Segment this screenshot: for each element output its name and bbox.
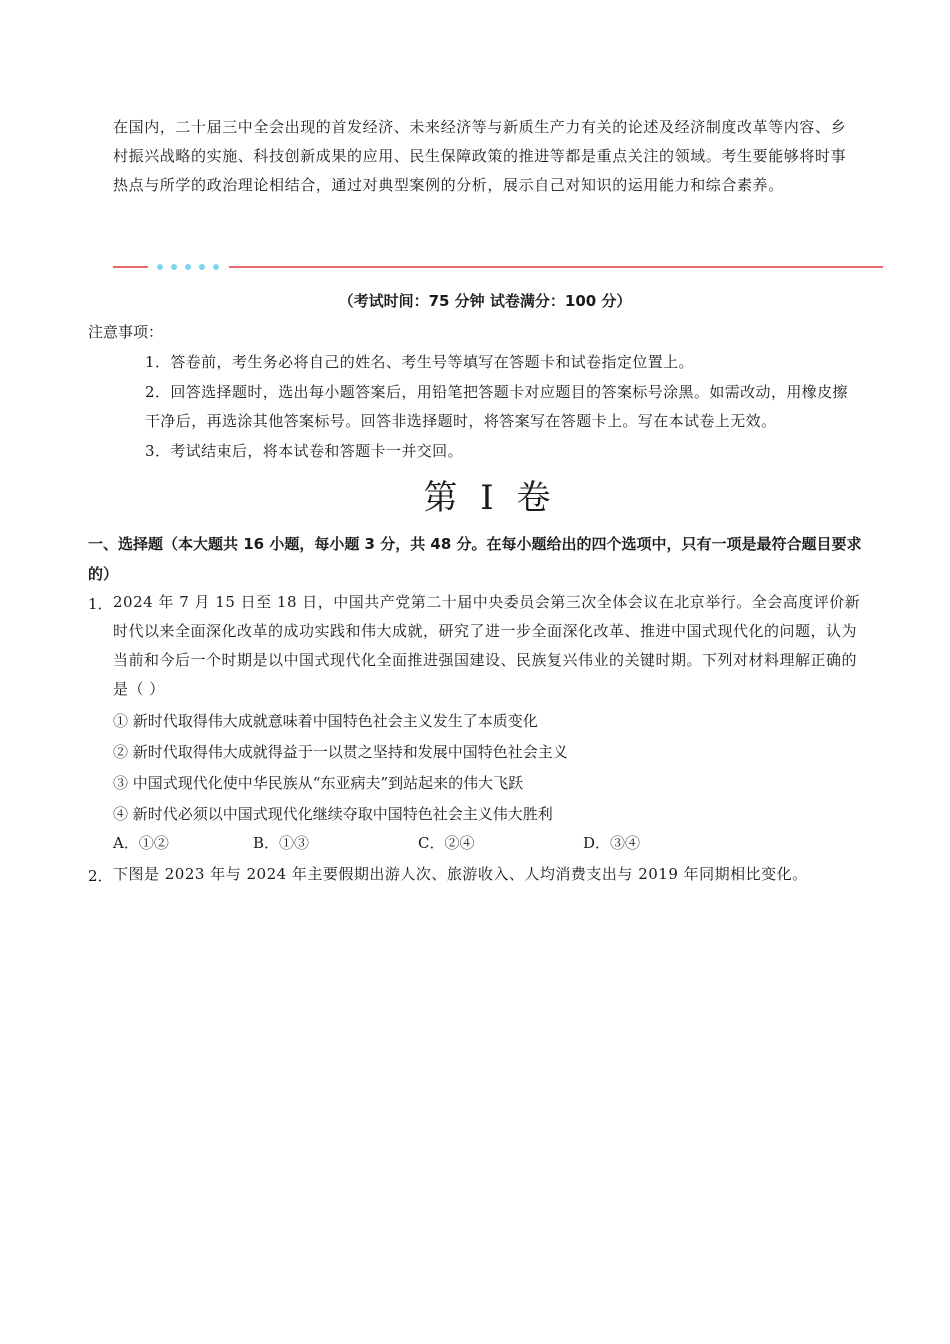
notice-item-3 <box>113 437 863 466</box>
notice-item-text: 2．回答选择题时，选出每小题答案后，用铅笔把答题卡对应题目的答案标号涂黑。如需改动，用橡皮擦干净后，再选涂其他答案标号。回答非选择题时，将答案写在答题卡上。写在本试卷上无效。 <box>145 383 848 430</box>
question-2-text: 下图是 2023 年与 2024 年主要假期出游人次、旅游收入、人均消费支出与 2019 年同期相比变化。 <box>113 865 808 883</box>
question-2-number: 2． <box>88 867 113 885</box>
question-1-statement-1: ① 新时代取得伟大成就意味着中国特色社会主义发生了本质变化 <box>113 712 538 730</box>
question-1-statement-3: ③ 中国式现代化使中华民族从“东亚病夫”到站起来的伟大飞跃 <box>113 774 524 792</box>
choice-b[interactable]: B．①③ <box>253 834 310 852</box>
choice-d[interactable]: D．③④ <box>583 834 641 852</box>
divider-dot <box>171 264 177 270</box>
notice-item-text: 1．答卷前，考生务必将自己的姓名、考生号等填写在答题卡和试卷指定位置上。 <box>145 353 694 371</box>
question-1-statement-2: ② 新时代取得伟大成就得益于一以贯之坚持和发展中国特色社会主义 <box>113 743 568 761</box>
notice-item-text: 3．考试结束后，将本试卷和答题卡一并交回。 <box>145 442 463 460</box>
divider-dot <box>185 264 191 270</box>
exam-info: （考试时间：75 分钟 试卷满分：100 分） <box>338 292 632 310</box>
divider-line-left <box>113 266 148 268</box>
intro-paragraph: 在国内，二十届三中全会出现的首发经济、未来经济等与新质生产力有关的论述及经济制度改革等内容、乡村振兴战略的实施、科技创新成果的应用、民生保障政策的推进等都是重点关注的领域。考生要能够将时事热点与所学的政治理论相结合，通过对典型案例的分析，展示自己对知识的运用能力和综合素养。 <box>113 118 847 194</box>
notice-title: 注意事项： <box>88 323 164 341</box>
choice-c[interactable]: C．②④ <box>418 834 475 852</box>
choice-a[interactable]: A．①② <box>113 834 169 852</box>
divider-line-right <box>229 266 883 268</box>
question-1-text: 2024 年 7 月 15 日至 18 日，中国共产党第二十届中央委员会第三次全体会议在北京举行。全会高度评价新时代以来全面深化改革的成功实践和伟大成就，研究了进一步全面深化改革、推进中国式现代化的问题，认为当前和今后一个时期是以中国式现代化全面推进强国建设、民族复兴伟业的关键时期。下列对材料理解正确的是（ ） <box>113 593 861 698</box>
section-heading: 一、选择题（本大题共 16 小题，每小题 3 分，共 48 分。在每小题给出的四个选项中，只有一项是最符合题目要求的） <box>88 535 862 583</box>
decorative-divider <box>113 260 883 274</box>
divider-dot <box>157 264 163 270</box>
divider-dot <box>213 264 219 270</box>
question-1-choices <box>113 832 713 856</box>
divider-dot <box>199 264 205 270</box>
question-1-statement-4: ④ 新时代必须以中国式现代化继续夺取中国特色社会主义伟大胜利 <box>113 805 553 823</box>
volume-title: 第 I 卷 <box>423 478 557 518</box>
question-1-number: 1． <box>88 595 113 613</box>
notice-item-2 <box>113 378 863 436</box>
notice-item-1 <box>113 348 863 377</box>
